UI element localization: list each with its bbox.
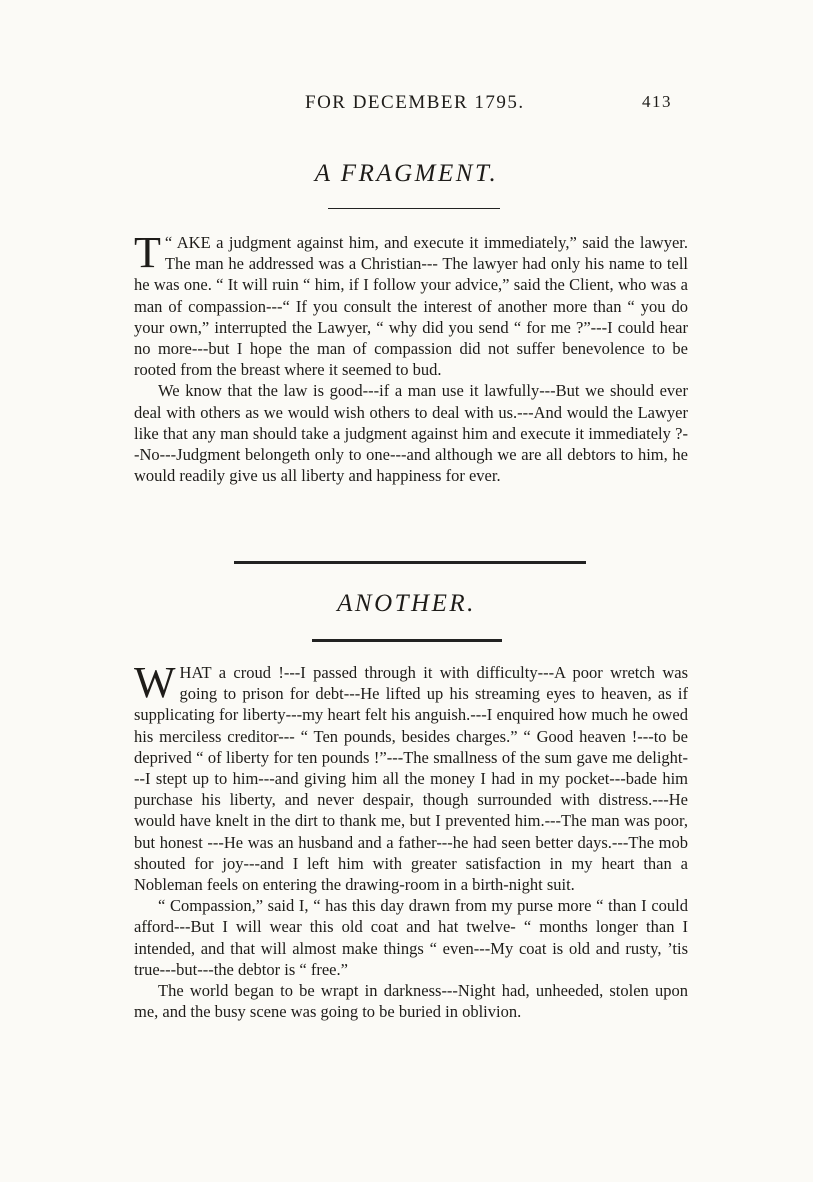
fragment-body bbox=[134, 228, 688, 486]
another-heading: ANOTHER. bbox=[337, 590, 476, 617]
fragment-heading: A FRAGMENT. bbox=[314, 160, 499, 187]
another-title-rule bbox=[312, 639, 502, 642]
another-paragraph-2: “ Compassion,” said I, “ has this day drawn from my purse more “ than I could afford---But I will wear this old coat and hat twelve- “ months longer than I intended, and that will almost make things “ even---My coat is old and rusty, ’tis true---but---the debtor is “ free.” bbox=[134, 896, 688, 979]
another-paragraph-1: WHAT a croud !---I passed through it with difficulty---A poor wretch was going to prison for debt---He lifted up his streaming eyes to heaven, as if supplicating for liberty---my heart felt his anguish.---I enquired how much he owed his merciless creditor--- “ Ten pounds, besides charges.” “ Good heaven !---to be deprived “ of liberty for ten pounds !”---The smallness of the sum gave me delight---I stept up to him---and giving him all the money I had in my pocket---bade him purchase his liberty, and never despair, though surrounded with distress.---He would have knelt in the dirt to thank me, but I prevented him.---The man was poor, but honest ---He was an husband and a father---he had seen better days.---The mob shouted for joy---and I left him with greater satisfaction in my heart than a Nobleman feels on entering the drawing-room in a birth-night suit. bbox=[134, 658, 688, 895]
fragment-dropcap: T bbox=[134, 228, 161, 277]
another-paragraph-3: The world began to be wrapt in darkness---Night had, unheeded, stolen upon me, and the busy scene was going to be buried in oblivion. bbox=[134, 981, 688, 1022]
page-number: 413 bbox=[642, 92, 672, 111]
section-divider bbox=[234, 561, 586, 564]
fragment-title-rule bbox=[328, 208, 500, 209]
fragment-paragraph-2: We know that the law is good---if a man use it lawfully---But we should ever deal with others as we would wish others to deal with us.---And would the Lawyer like that any man should take a judgment against him and execute it immediately ?--No---Judgment belongeth only to one---and although we are all debtors to him, he would readily give us all liberty and happiness for ever. bbox=[134, 381, 688, 486]
running-title: FOR DECEMBER 1795. bbox=[305, 92, 525, 113]
fragment-paragraph-1: T “ AKE a judgment against him, and execute it immediately,” said the lawyer. The man he addressed was a Christian--- The lawyer had only his name to tell he was one. “ It will ruin “ him, if I follow your advice,” said the Client, who was a man of compassion---“ If you consult the interest of another more than “ you do your own,” interrupted the Lawyer, “ why did you send “ for me ?”---I could hear no more---but I hope the man of compassion did not suffer benevolence to be rooted from the breast where it seemed to bud. bbox=[134, 228, 688, 380]
another-body bbox=[134, 658, 688, 1022]
another-dropcap: W bbox=[134, 658, 176, 707]
